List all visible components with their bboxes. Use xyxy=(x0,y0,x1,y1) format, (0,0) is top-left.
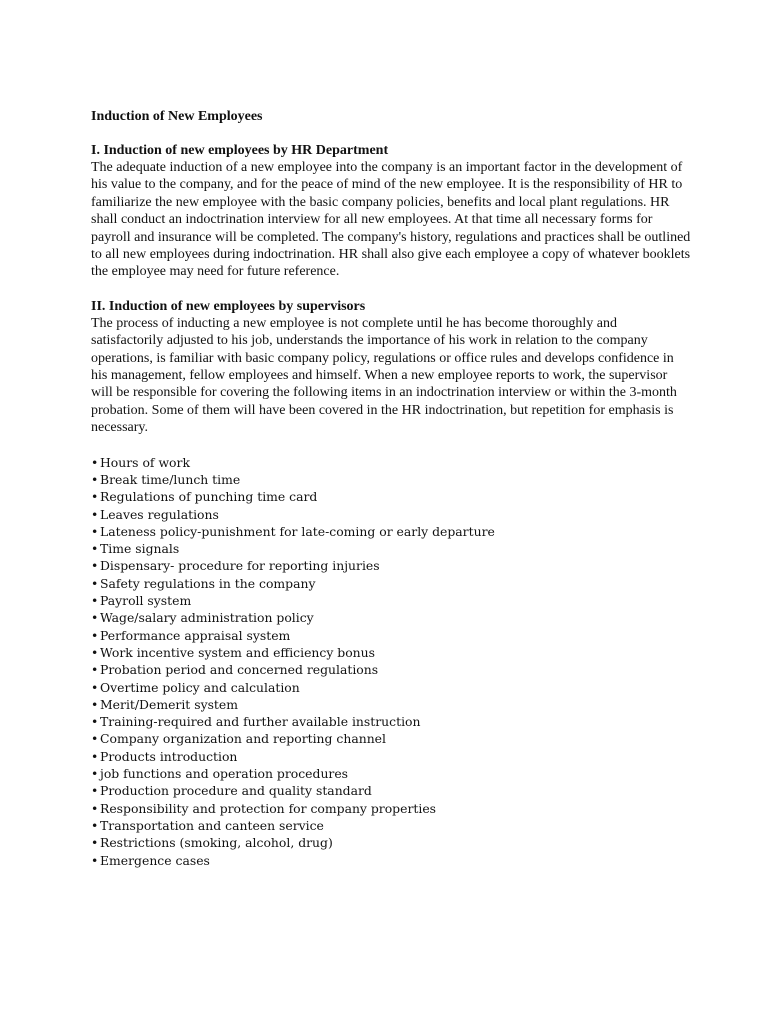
bullet-icon: • xyxy=(91,610,99,626)
section-1-heading: I. Induction of new employees by HR Department xyxy=(91,143,389,158)
bullet-icon: • xyxy=(91,662,99,678)
list-item-text: Performance appraisal system xyxy=(100,627,291,643)
bullet-icon: • xyxy=(91,748,99,764)
list-item-text: Hours of work xyxy=(100,454,190,470)
list-item xyxy=(91,765,691,782)
bullet-icon: • xyxy=(91,783,99,799)
section-2-paragraph: The process of inducting a new employee is not complete until he has become thoroughly and satisfactorily adjusted to his job, understands the importance of his work in relation to the company operations, is familiar with basic company policy, regulations or office rules and develops confidence in his management, fellow employees and himself. When a new employee reports to work, the supervisor will be responsible for covering the following items in an indoctrination interview or within the 3-month probation. Some of them will have been covered in the HR indoctrination, but repetition for emphasis is necessary. xyxy=(91,315,677,436)
list-item-text: Break time/lunch time xyxy=(100,471,241,487)
list-item-text: Wage/salary administration policy xyxy=(100,610,314,626)
bullet-icon: • xyxy=(91,454,99,470)
bullet-icon: • xyxy=(91,593,99,609)
bullet-icon: • xyxy=(91,679,99,695)
list-item-text: Dispensary- procedure for reporting injuries xyxy=(100,558,380,574)
list-item-text: job functions and operation procedures xyxy=(100,766,349,782)
bullet-icon: • xyxy=(91,766,99,782)
list-item-text: Production procedure and quality standard xyxy=(100,783,372,799)
list-item xyxy=(91,506,691,523)
bullet-icon: • xyxy=(91,644,99,660)
list-item xyxy=(91,800,691,817)
list-item xyxy=(91,748,691,765)
bullet-icon: • xyxy=(91,852,99,868)
document-title: Induction of New Employees xyxy=(91,109,263,124)
bullet-icon: • xyxy=(91,489,99,505)
list-item xyxy=(91,523,691,540)
bullet-icon: • xyxy=(91,558,99,574)
section-1-paragraph: The adequate induction of a new employee into the company is an important factor in the development of his value to the company, and for the peace of mind of the new employee. It is the responsibility of HR to familiarize the new employee with the basic company policies, benefits and local plant regulations. HR shall conduct an indoctrination interview for all new employees. At that time all necessary forms for payroll and insurance will be completed. The company's history, regulations and practices shall be outlined to all new employees during indoctrination. HR shall also give each employee a copy of whatever booklets the employee may need for future reference. xyxy=(91,160,691,280)
list-item-text: Merit/Demerit system xyxy=(100,696,238,712)
list-item-text: Emergence cases xyxy=(100,852,210,868)
list-item-text: Lateness policy-punishment for late-coming or early departure xyxy=(100,523,495,539)
induction-items-list xyxy=(91,454,691,869)
list-item xyxy=(91,661,691,678)
bullet-icon: • xyxy=(91,575,99,591)
list-item-text: Products introduction xyxy=(100,748,238,764)
list-item-text: Overtime policy and calculation xyxy=(100,679,300,695)
list-item-text: Safety regulations in the company xyxy=(100,575,316,591)
list-item-text: Transportation and canteen service xyxy=(100,817,324,833)
list-item-text: Restrictions (smoking, alcohol, drug) xyxy=(100,835,333,851)
bullet-icon: • xyxy=(91,506,99,522)
bullet-icon: • xyxy=(91,731,99,747)
bullet-icon: • xyxy=(91,471,99,487)
list-item-text: Probation period and concerned regulations xyxy=(100,662,379,678)
list-item xyxy=(91,817,691,834)
list-item xyxy=(91,575,691,592)
bullet-icon: • xyxy=(91,714,99,730)
list-item xyxy=(91,644,691,661)
bullet-icon: • xyxy=(91,835,99,851)
list-item-text: Time signals xyxy=(100,541,180,557)
list-item xyxy=(91,713,691,730)
list-item xyxy=(91,557,691,574)
list-item-text: Work incentive system and efficiency bonus xyxy=(100,644,375,660)
list-item xyxy=(91,696,691,713)
bullet-icon: • xyxy=(91,541,99,557)
list-item xyxy=(91,782,691,799)
bullet-icon: • xyxy=(91,800,99,816)
bullet-icon: • xyxy=(91,523,99,539)
list-item-text: Leaves regulations xyxy=(100,506,219,522)
bullet-icon: • xyxy=(91,696,99,712)
list-item xyxy=(91,609,691,626)
list-item-text: Payroll system xyxy=(100,593,192,609)
list-item xyxy=(91,540,691,557)
section-2-heading: II. Induction of new employees by supervisors xyxy=(91,298,366,314)
list-item xyxy=(91,488,691,505)
list-item-text: Training-required and further available instruction xyxy=(100,714,421,730)
list-item xyxy=(91,592,691,609)
bullet-icon: • xyxy=(91,817,99,833)
list-item-text: Company organization and reporting channel xyxy=(100,731,386,747)
list-item xyxy=(91,679,691,696)
list-item xyxy=(91,852,691,869)
list-item-text: Regulations of punching time card xyxy=(100,489,318,505)
list-item xyxy=(91,471,691,488)
document-page xyxy=(91,108,691,869)
list-item xyxy=(91,454,691,471)
list-item-text: Responsibility and protection for company properties xyxy=(100,800,437,816)
list-item xyxy=(91,627,691,644)
list-item xyxy=(91,730,691,747)
bullet-icon: • xyxy=(91,627,99,643)
list-item xyxy=(91,834,691,851)
